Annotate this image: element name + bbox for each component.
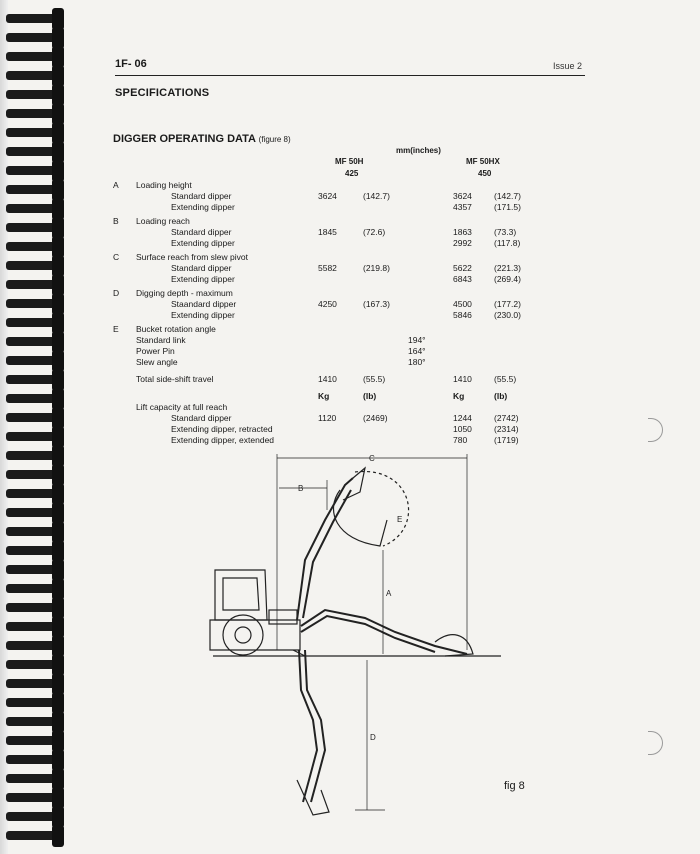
- row-label: Extending dipper: [171, 274, 235, 284]
- value-model-1-in: (lb): [363, 391, 377, 401]
- value-model-2-in: (269.4): [494, 274, 521, 284]
- value-model-2-in: (2742): [494, 413, 519, 423]
- binding-ring: [6, 449, 66, 462]
- row-label: Standard dipper: [171, 191, 232, 201]
- binding-ring: [6, 221, 66, 234]
- model-1-name: MF 50H: [335, 157, 364, 166]
- row-label: Lift capacity at full reach: [136, 402, 228, 412]
- binding-ring: [6, 240, 66, 253]
- model-2-value: 450: [478, 169, 492, 178]
- value-model-1-in: (2469): [363, 413, 388, 423]
- header-rule: [115, 75, 585, 76]
- rear-wheel: [223, 615, 263, 655]
- binding-ring: [6, 696, 66, 709]
- value-model-2-in: (lb): [494, 391, 508, 401]
- binding-ring: [6, 411, 66, 424]
- row-label: Digging depth - maximum: [136, 288, 233, 298]
- value-model-1-mm: 5582: [318, 263, 337, 273]
- binding-ring: [6, 829, 66, 842]
- binding-ring: [6, 126, 66, 139]
- value-model-1-mm: 4250: [318, 299, 337, 309]
- binding-ring: [6, 164, 66, 177]
- value-model-1-mm: 3624: [318, 191, 337, 201]
- punch-hole-top: [648, 418, 663, 442]
- binding-ring: [6, 183, 66, 196]
- row-label: Standard dipper: [171, 227, 232, 237]
- value-model-2-mm: 3624: [453, 191, 472, 201]
- boom-dig: [299, 650, 317, 802]
- section-title: SPECIFICATIONS: [115, 87, 210, 99]
- row-key: B: [113, 216, 119, 226]
- dim-c-label: C: [369, 454, 375, 463]
- binding-ring: [6, 373, 66, 386]
- binding-ring: [6, 145, 66, 158]
- model-2-name: MF 50HX: [466, 157, 500, 166]
- value-model-1-in: (167.3): [363, 299, 390, 309]
- value-model-2-mm: 780: [453, 435, 468, 445]
- value-model-2-mm: 2992: [453, 238, 472, 248]
- row-label: Extending dipper: [171, 238, 235, 248]
- spiral-binding: [0, 0, 70, 854]
- row-key: C: [113, 252, 120, 262]
- backhoe-diagram: [205, 450, 505, 820]
- row-label: Extending dipper, retracted: [171, 424, 273, 434]
- value-model-1-mm: 1845: [318, 227, 337, 237]
- binding-ring: [6, 335, 66, 348]
- binding-ring: [6, 50, 66, 63]
- binding-ring: [6, 620, 66, 633]
- row-label: Extending dipper, extended: [171, 435, 275, 445]
- punch-hole-bottom: [648, 731, 663, 755]
- value-model-2-mm: Kg: [453, 391, 465, 401]
- binding-ring: [6, 753, 66, 766]
- value-model-2-in: (55.5): [494, 374, 517, 384]
- row-key: A: [113, 180, 119, 190]
- value-model-1-in: (72.6): [363, 227, 386, 237]
- binding-ring: [6, 392, 66, 405]
- value-angle: 194°: [408, 335, 426, 345]
- value-model-1-in: (142.7): [363, 191, 390, 201]
- row-label: Surface reach from slew pivot: [136, 252, 248, 262]
- binding-ring: [6, 278, 66, 291]
- figure-ref: (figure 8): [258, 135, 291, 144]
- value-model-2-in: (2314): [494, 424, 519, 434]
- binding-ring: [6, 430, 66, 443]
- issue-label: Issue 2: [552, 61, 582, 71]
- row-label: Staandard dipper: [171, 299, 237, 309]
- value-model-2-mm: 1050: [453, 424, 472, 434]
- row-label: Standard dipper: [171, 413, 232, 423]
- binding-ring: [6, 658, 66, 671]
- dim-d-label: D: [370, 733, 376, 742]
- binding-ring: [6, 791, 66, 804]
- value-model-2-mm: 1863: [453, 227, 472, 237]
- binding-ring: [6, 544, 66, 557]
- value-model-2-mm: 4357: [453, 202, 472, 212]
- value-model-2-in: (117.8): [494, 238, 521, 248]
- binding-ring: [6, 734, 66, 747]
- value-model-2-mm: 4500: [453, 299, 472, 309]
- row-label: Standard dipper: [171, 263, 232, 273]
- value-angle: 180°: [408, 357, 426, 367]
- binding-ring: [6, 563, 66, 576]
- binding-ring: [6, 582, 66, 595]
- row-label: Slew angle: [136, 357, 178, 367]
- value-model-2-in: (73.3): [494, 227, 517, 237]
- binding-ring: [6, 88, 66, 101]
- value-angle: 164°: [408, 346, 426, 356]
- page-code: 1F- 06: [115, 58, 147, 70]
- value-model-2-mm: 6843: [453, 274, 472, 284]
- binding-ring: [6, 354, 66, 367]
- value-model-2-in: (171.5): [494, 202, 521, 212]
- model-1-value: 425: [345, 169, 359, 178]
- dim-a-label: A: [386, 589, 392, 598]
- value-model-2-mm: 1410: [453, 374, 472, 384]
- binding-ring: [6, 487, 66, 500]
- value-model-2-mm: 1244: [453, 413, 472, 423]
- binding-ring: [6, 316, 66, 329]
- value-model-1-mm: 1410: [318, 374, 337, 384]
- binding-ring: [6, 715, 66, 728]
- value-model-2-in: (221.3): [494, 263, 521, 273]
- value-model-2-in: (1719): [494, 435, 519, 445]
- binding-ring: [6, 69, 66, 82]
- bucket-raised: [333, 490, 387, 546]
- value-model-2-in: (177.2): [494, 299, 521, 309]
- rotation-arc: [355, 471, 409, 546]
- binding-ring: [6, 468, 66, 481]
- binding-ring: [6, 107, 66, 120]
- row-label: Extending dipper: [171, 310, 235, 320]
- row-label: Extending dipper: [171, 202, 235, 212]
- value-model-2-in: (230.0): [494, 310, 521, 320]
- row-label: Bucket rotation angle: [136, 324, 216, 334]
- binding-ring: [6, 12, 66, 25]
- units-label: mm(inches): [396, 146, 441, 155]
- binding-ring: [6, 506, 66, 519]
- value-model-1-mm: 1120: [318, 413, 337, 423]
- table-title: [113, 133, 291, 145]
- value-model-2-in: (142.7): [494, 191, 521, 201]
- figure-label: fig 8: [504, 780, 525, 792]
- row-label: Loading reach: [136, 216, 190, 226]
- binding-ring: [6, 677, 66, 690]
- binding-ring: [6, 810, 66, 823]
- value-model-2-mm: 5846: [453, 310, 472, 320]
- binding-ring: [6, 259, 66, 272]
- dim-e-label: E: [397, 515, 403, 524]
- binding-ring: [6, 525, 66, 538]
- binding-ring: [6, 31, 66, 44]
- dim-b-label: B: [298, 484, 304, 493]
- value-model-2-mm: 5622: [453, 263, 472, 273]
- binding-ring: [6, 601, 66, 614]
- binding-ring: [6, 202, 66, 215]
- value-model-1-in: (55.5): [363, 374, 386, 384]
- binding-ring: [6, 297, 66, 310]
- value-model-1-in: (219.8): [363, 263, 390, 273]
- table-title-text: DIGGER OPERATING DATA: [113, 133, 256, 145]
- value-model-1-mm: Kg: [318, 391, 330, 401]
- row-label: Total side-shift travel: [136, 374, 214, 384]
- binding-ring: [6, 639, 66, 652]
- row-label: Power Pin: [136, 346, 175, 356]
- row-label: Loading height: [136, 180, 192, 190]
- row-key: E: [113, 324, 119, 334]
- row-label: Standard link: [136, 335, 186, 345]
- row-key: D: [113, 288, 120, 298]
- binding-ring: [6, 772, 66, 785]
